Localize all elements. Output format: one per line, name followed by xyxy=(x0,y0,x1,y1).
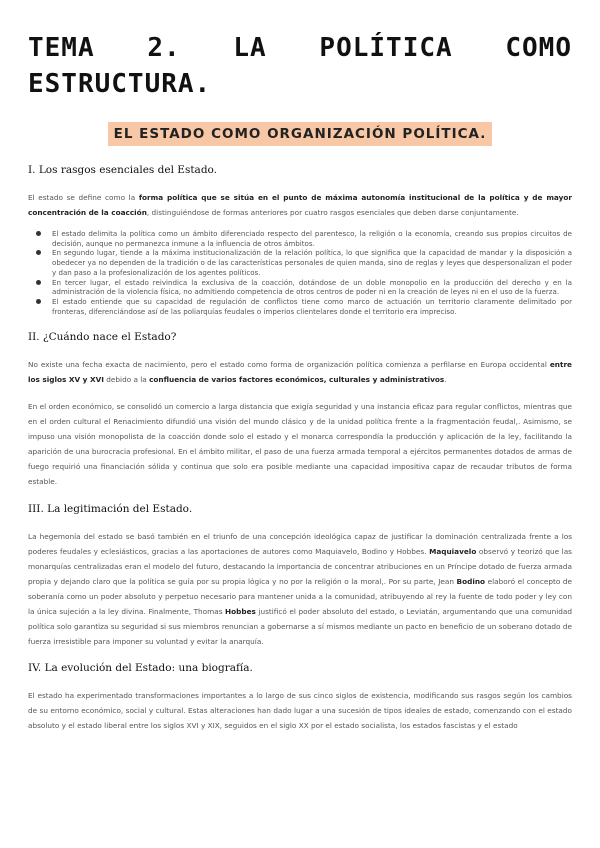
section-4-paragraph-1: El estado ha experimentado transformaciones importantes a lo largo de sus cinco siglos de existencia, modificando sus rasgos según los cambios de su entorno económico, social y cultural. Estas alteraciones han dado lugar a una sucesión de tipos ideales de estado, comenzando con el estado absoluto y el estado liberal entre los siglos XVI y XIX, seguidos en el siglo XX por el estado socialista, los estados fascistas y el estado xyxy=(28,691,572,731)
section-3-paragraph-1 xyxy=(28,529,572,649)
bullet-dot-icon xyxy=(36,280,41,285)
intro-text-1: El estado se define como la xyxy=(28,193,139,202)
intro-bold-1: forma política que se sitúa en el punto de máxima autonomía institucional de la política y de mayor concentración de la coacción xyxy=(28,193,572,217)
bullet-item xyxy=(52,229,572,248)
bullet-text: En segundo lugar, tiende a la máxima institucionalización de la relación política, lo que significa que la capacidad de mandar y la disposición a obedecer ya no dependen de la tradición o de las características personales de quien manda, sino de reglas y leyes que despersonalizan el poder y dan paso a la profesionalización de los agentes políticos. xyxy=(52,248,572,277)
section-2-paragraph-1 xyxy=(28,357,572,387)
p-text: debido a la xyxy=(103,375,150,385)
section-1-bullet-list xyxy=(28,229,572,316)
subtitle-container xyxy=(28,122,572,146)
section-heading-3: III. La legitimación del Estado. xyxy=(28,503,193,516)
section-heading-4: IV. La evolución del Estado: una biografía. xyxy=(28,662,253,675)
bullet-item xyxy=(52,297,572,316)
p-text: No existe una fecha exacta de nacimiento, pero el estado como forma de organización política comienza a perfilarse en Europa occidental xyxy=(28,360,550,370)
p-bold: entre los siglos XV y XVI xyxy=(28,360,572,385)
bullet-dot-icon xyxy=(36,250,41,255)
bullet-dot-icon xyxy=(36,231,41,236)
bullet-text: El estado delimita la política como un ámbito diferenciado respecto del parentesco, la religión o la economía, creando sus propios circuitos de decisión, aunque no permanezca inmune a la influencia de otros ámbitos. xyxy=(52,229,572,248)
p-text: La hegemonía del estado se basó también en el triunfo de una concepción ideológica capaz de justificar la dominación centralizada frente a los poderes feudales y eclesiásticos, gracias a las aportaciones de autores como Maquiavelo, Bodino y Hobbes. xyxy=(28,532,572,557)
intro-text-2: , distinguiéndose de formas anteriores por cuatro rasgos esenciales que deben darse conjuntamente. xyxy=(146,208,519,217)
bullet-text: En tercer lugar, el estado reivindica la exclusiva de la coacción, dotándose de un doble monopolio en la producción del derecho y en la administración de la violencia física, no admitiendo competencia de otros centros de poder ni en la creación de leyes ni en el uso de la fuerza. xyxy=(52,277,572,297)
document-subtitle: EL ESTADO COMO ORGANIZACIÓN POLÍTICA. xyxy=(108,122,493,146)
p-bold: Hobbes xyxy=(225,607,256,617)
section-heading-2: II. ¿Cuándo nace el Estado? xyxy=(28,331,177,344)
section-heading-1: I. Los rasgos esenciales del Estado. xyxy=(28,164,218,176)
p-text: elaboró el concepto de soberanía como un poder absoluto y perpetuo necesario para mantener unida a la comunidad, atribuyendo al rey la fuente de todo poder y ley con la única sujeción a la ley divina. Finalmente, Thomas xyxy=(28,577,572,617)
bullet-text: El estado entiende que su capacidad de regulación de conflictos tiene como marco de actuación un territorio claramente delimitado por fronteras, diferenciándose así de las poliarquías feudales o imperios clientelares donde el territorio era impreciso. xyxy=(52,296,572,316)
section-2-paragraph-2: En el orden económico, se consolidó un comercio a larga distancia que exigía seguridad y una instancia eficaz para regular conflictos, mientras que en el orden cultural el Renacimiento difundió una visión del mundo clásico y de la unidad política frente a la fragmentación feudal,. Asimismo, se impuso una visión monopolista de la coacción donde solo el estado y el monarca correspondía la producción y aplicación de la ley, facilitando la aparición de una burocracia profesional. En el ámbito militar, el paso de una fuerza armada temporal a ejércitos permanentes dotados de armas de fuego requirió una financiación sólida y continua que solo era posible mediante una capacidad impositiva capaz de recaudar tributos de forma estable. xyxy=(28,402,572,487)
bullet-item xyxy=(52,278,572,297)
bullet-dot-icon xyxy=(36,299,41,304)
section-1-intro xyxy=(28,190,572,220)
document-title: TEMA 2. LA POLÍTICA COMO ESTRUCTURA. xyxy=(28,33,572,99)
p-bold: confluencia de varios factores económicos, culturales y administrativos xyxy=(149,375,445,385)
p-bold: Bodino xyxy=(456,577,486,587)
p-text: justificó el poder absoluto del estado, o Leviatán, argumentando que una comunidad política solo garantiza su seguridad si sus miembros renuncian a gobernarse a sí mismos mediante un pacto en beneficio de un soberano dotado de fuerza irresistible para imponer su voluntad y evitar la anarquía. xyxy=(28,607,572,647)
bullet-item xyxy=(52,248,572,277)
p-text: observó y teorizó que las monarquías centralizadas eran el modelo del futuro, destacando la importancia de concentrar atribuciones en un Príncipe dotado de fuerza armada propia y dejando claro que la política se guía por su propia lógica y no por la religión o la moral,. Por su parte, Jean xyxy=(28,547,572,587)
p-bold: Maquiavelo xyxy=(429,547,477,557)
p-text: . xyxy=(444,375,447,385)
